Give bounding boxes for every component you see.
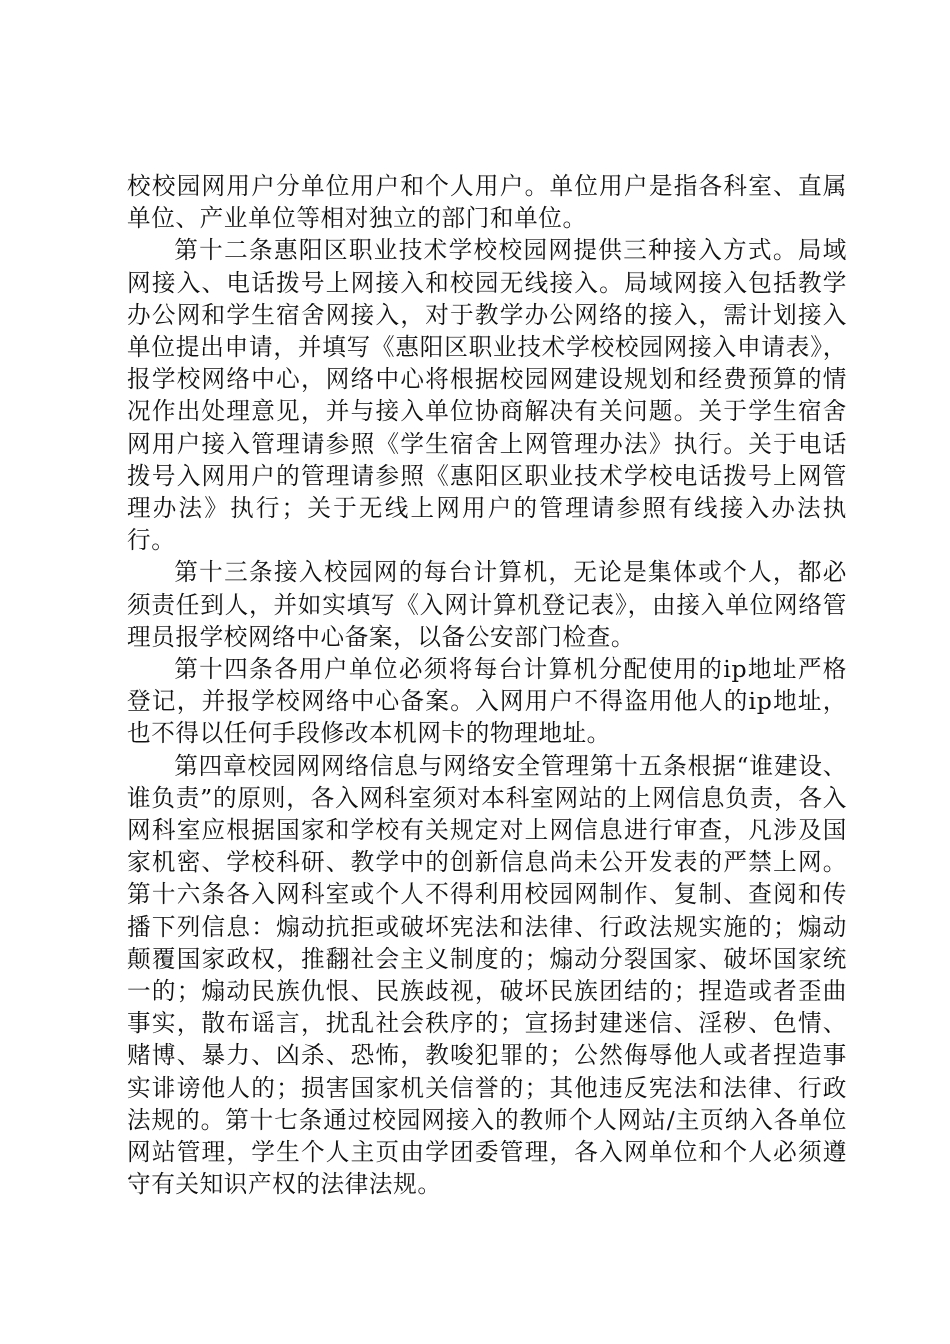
paragraph-user-types: 校校园网用户分单位用户和个人用户。单位用户是指各科室、直属单位、产业单位等相对独立的部门和单位。	[127, 172, 847, 233]
document-body	[127, 170, 847, 1201]
paragraph-chapter-4: 第四章校园网网络信息与网络安全管理第十五条根据“谁建设、谁负责”的原则，各入网科室须对本科室网站的上网信息负责，各入网科室应根据国家和学校有关规定对上网信息进行审查，凡涉及国家机密、学校科研、教学中的创新信息尚未公开发表的严禁上网。第十六条各入网科室或个人不得利用校园网制作、复制、查阅和传播下列信息：煽动抗拒或破坏宪法和法律、行政法规实施的；煽动颠覆国家政权，推翻社会主义制度的；煽动分裂国家、破坏国家统一的；煽动民族仇恨、民族歧视，破坏民族团结的；捏造或者歪曲事实，散布谣言，扰乱社会秩序的；宣扬封建迷信、淫秽、色情、赌博、暴力、凶杀、恐怖，教唆犯罪的；公然侮辱他人或者捏造事实诽谤他人的；损害国家机关信誉的；其他违反宪法和法律、行政法规的。第十七条通过校园网接入的教师个人网站/主页纳入各单位网站管理，学生个人主页由学团委管理，各入网单位和个人必须遵守有关知识产权的法律法规。	[127, 751, 847, 1199]
paragraph-article-12: 第十二条惠阳区职业技术学校校园网提供三种接入方式。局域网接入、电话拨号上网接入和校园无线接入。局域网接入包括教学办公网和学生宿舍网接入，对于教学办公网络的接入，需计划接入单位提出申请，并填写《惠阳区职业技术学校校园网接入申请表》，报学校网络中心，网络中心将根据校园网建设规划和经费预算的情况作出处理意见，并与接入单位协商解决有关问题。关于学生宿舍网用户接入管理请参照《学生宿舍上网管理办法》执行。关于电话拨号入网用户的管理请参照《惠阳区职业技术学校电话拨号上网管理办法》执行；关于无线上网用户的管理请参照有线接入办法执行。	[127, 236, 847, 555]
paragraph-article-13: 第十三条接入校园网的每台计算机，无论是集体或个人，都必须责任到人，并如实填写《入网计算机登记表》，由接入单位网络管理员报学校网络中心备案，以备公安部门检查。	[127, 558, 847, 651]
paragraph-article-14: 第十四条各用户单位必须将每台计算机分配使用的ip地址严格登记，并报学校网络中心备案。入网用户不得盗用他人的ip地址，也不得以任何手段修改本机网卡的物理地址。	[127, 655, 847, 748]
